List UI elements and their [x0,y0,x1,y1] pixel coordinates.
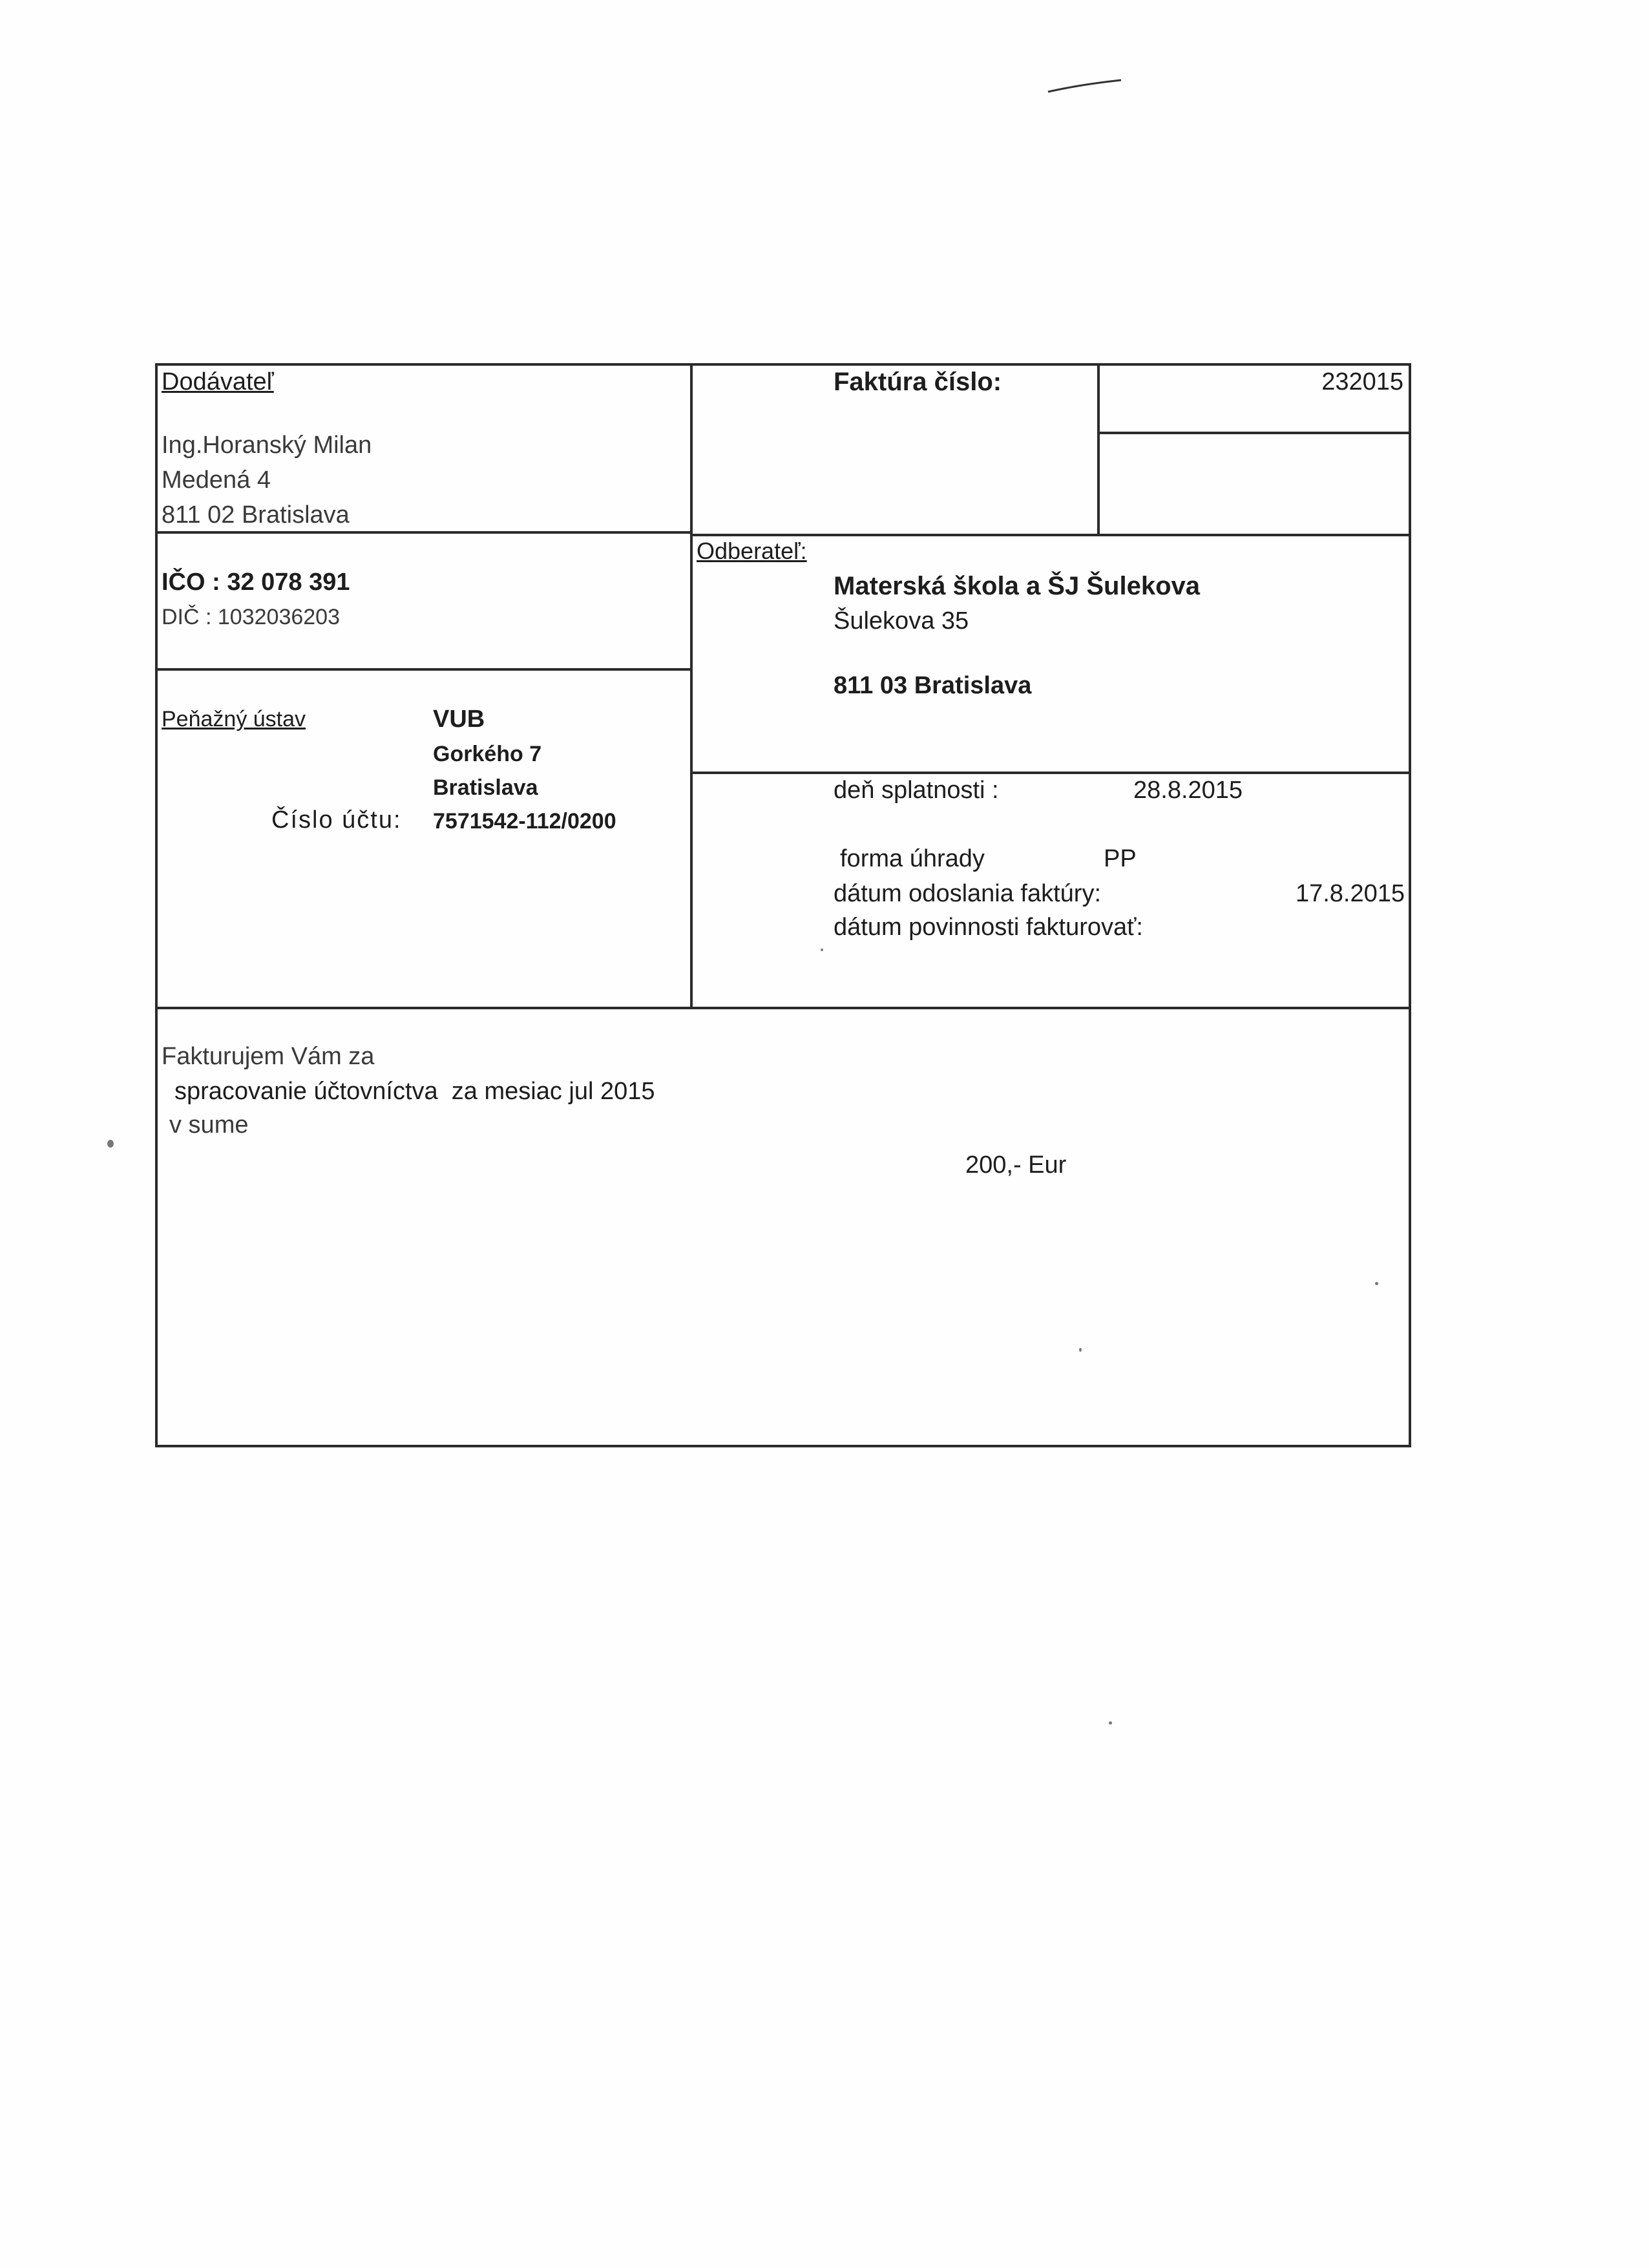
payment-method: PP [1104,845,1137,872]
frame-left [155,363,158,1447]
customer-name: Materská škola a ŠJ Šulekova [834,572,1200,600]
payment-method-label: forma úhrady [840,845,985,872]
supplier-ico: IČO : 32 078 391 [162,569,350,596]
supplier-dic: DIČ : 1032036203 [162,605,340,629]
due-date-label: deň splatnosti : [834,777,999,804]
scan-mark [1047,78,1124,97]
body-line-2: spracovanie účtovníctva za mesiac jul 2015 [174,1078,655,1105]
invoice-number: 232015 [1321,368,1403,395]
invoice-number-box-divider [1097,363,1100,535]
sent-date-label: dátum odoslania faktúry: [834,880,1102,907]
bank-account-number: 7571542-112/0200 [433,809,616,834]
header-section-rule [155,1007,1411,1009]
supplier-city: 811 02 Bratislava [162,501,350,529]
tax-point-label: dátum povinnosti fakturovať: [834,914,1143,941]
frame-right [1409,363,1411,1447]
scan-speck [1109,1721,1112,1725]
scan-speck [107,1140,114,1148]
sent-date: 17.8.2015 [1295,880,1405,907]
frame-middle-divider [690,363,693,1009]
due-date: 28.8.2015 [1133,777,1243,804]
body-line-1: Fakturujem Vám za [162,1043,375,1070]
invoice-number-box-rule [1097,432,1411,434]
customer-bottom-rule [690,772,1411,774]
body-line-3: v sume [169,1111,249,1139]
supplier-heading: Dodávateľ [162,368,274,395]
customer-heading: Odberateľ: [697,538,807,564]
bank-label: Peňažný ústav [162,707,306,731]
bank-name: VUB [433,706,485,733]
customer-city: 811 03 Bratislava [834,672,1032,699]
bank-account-label: Číslo účtu: [271,806,402,834]
frame-top [155,363,1411,366]
supplier-address-rule [155,531,691,534]
scan-speck [1375,1282,1378,1285]
supplier-name: Ing.Horanský Milan [162,432,372,459]
invoice-number-label: Faktúra číslo: [834,368,1002,396]
bank-street: Gorkého 7 [433,742,542,766]
supplier-street: Medená 4 [162,467,271,494]
frame-bottom [155,1445,1411,1447]
scan-speck [821,949,823,951]
scan-speck [1079,1348,1082,1352]
tax-ids-rule [155,668,691,671]
bank-city: Bratislava [433,775,538,800]
invoice-amount: 200,- Eur [965,1151,1067,1179]
customer-street: Šulekova 35 [834,607,969,635]
